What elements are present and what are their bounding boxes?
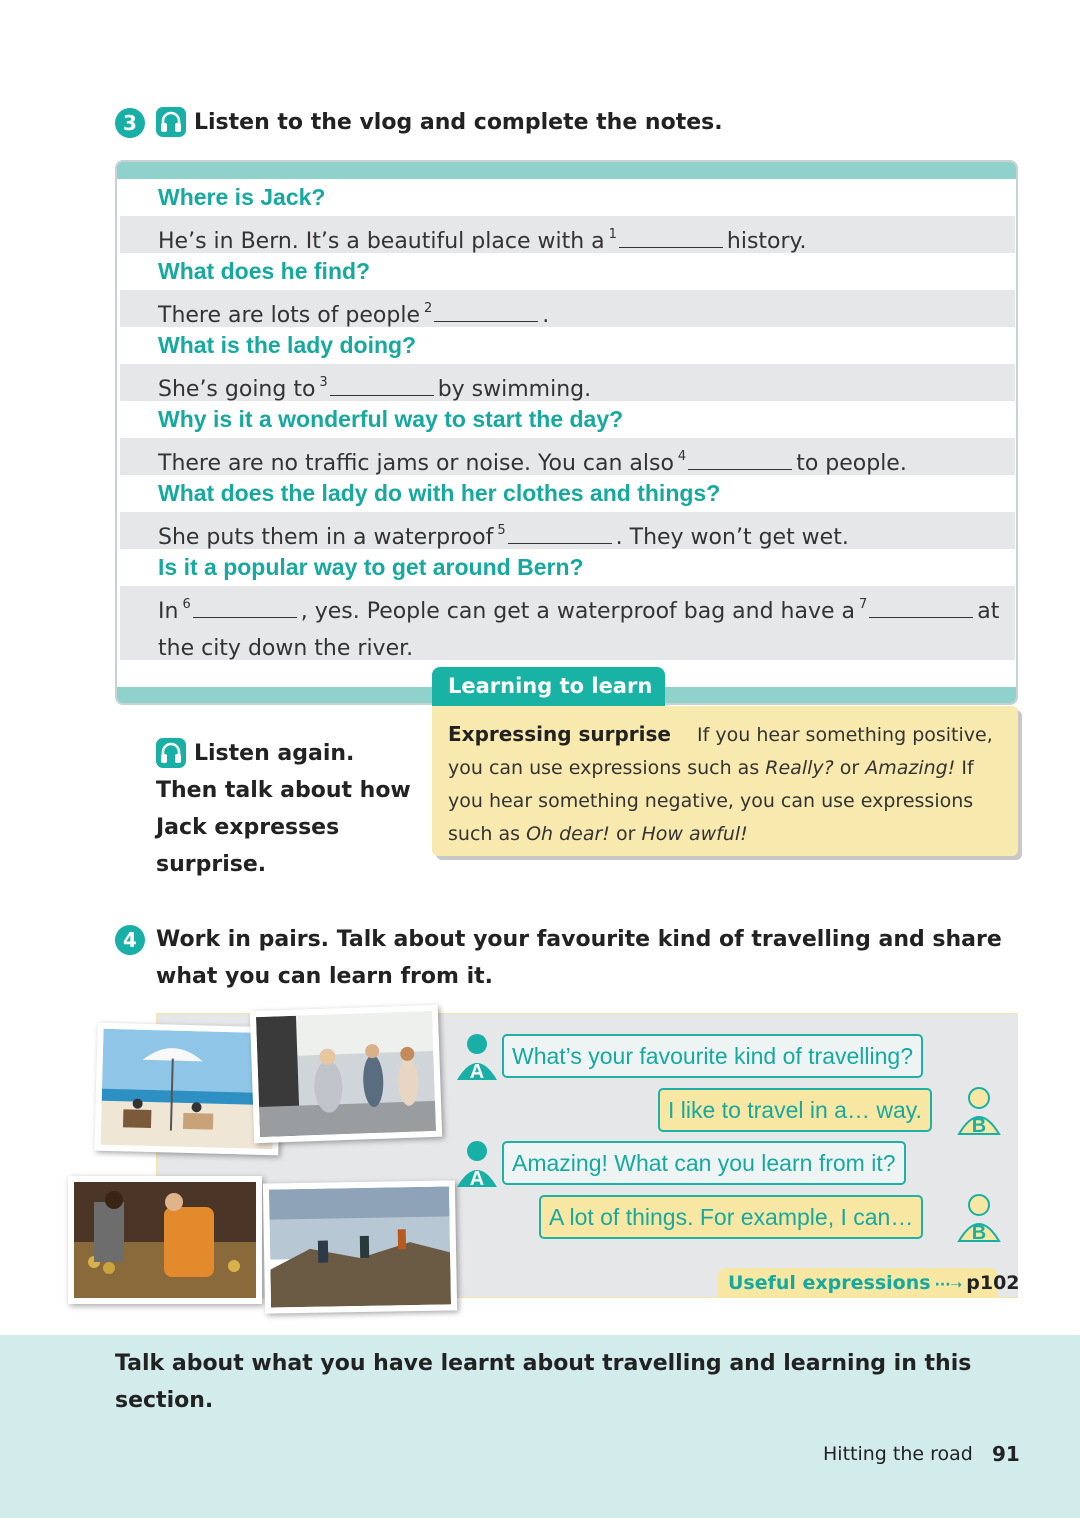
answer-text: by swimming. (437, 377, 592, 402)
tip-example: Amazing! (865, 757, 956, 779)
answer-text: There are lots of people (158, 303, 421, 328)
tip-title: Expressing surprise (448, 722, 671, 746)
exercise-4-instruction: Work in pairs. Talk about your favourite kind of travelling and share what you can learn from it. (156, 927, 1002, 989)
tip-text: If you hear something positive, you can use expressions such as (448, 724, 993, 779)
blank-field[interactable] (688, 450, 792, 470)
answer-2 (120, 290, 1015, 327)
tip-text: or (615, 823, 636, 845)
tip-text: If you hear something negative, you can use expressions such as (448, 757, 974, 845)
question-3: What is the lady doing? (158, 332, 417, 358)
dialogue-line-2: I like to travel in a… way. (658, 1088, 932, 1132)
speaker-b-icon (957, 1193, 1001, 1245)
blank-number: 4 (677, 449, 687, 464)
blank-number: 5 (497, 523, 506, 538)
blank-field[interactable] (330, 376, 434, 396)
answer-4 (120, 438, 1015, 475)
dialogue-line-4: A lot of things. For example, I can… (539, 1195, 923, 1239)
answer-6 (120, 586, 1015, 660)
svg-text:B: B (971, 1115, 987, 1137)
photo-street (250, 1005, 442, 1143)
question-2: What does he find? (158, 258, 371, 284)
answer-text: history. (726, 229, 807, 254)
svg-text:A: A (469, 1061, 485, 1083)
blank-number: 3 (319, 375, 328, 390)
speaker-b-icon (957, 1086, 1001, 1138)
answer-text: He’s in Bern. It’s a beautiful place with a (158, 229, 605, 254)
tip-text: or (839, 757, 860, 779)
notes-top-bar (117, 162, 1016, 179)
blank-field[interactable] (869, 598, 973, 618)
answer-text: at (977, 599, 1000, 624)
useful-expressions-label: Useful expressions (728, 1272, 931, 1294)
reflection-text: Talk about what you have learnt about travelling and learning in this section. (115, 1351, 972, 1413)
useful-expressions-link[interactable] (718, 1268, 1020, 1298)
answer-text: to people. (796, 451, 907, 476)
tip-example: How awful! (641, 823, 748, 845)
question-4: Why is it a wonderful way to start the day? (158, 406, 624, 432)
blank-number: 6 (182, 597, 191, 612)
dialogue-line-1: What’s your favourite kind of travelling? (502, 1034, 923, 1078)
answer-text: She’s going to (158, 377, 316, 402)
blank-field[interactable] (434, 302, 538, 322)
notes-box (115, 160, 1018, 705)
exercise-number-4: 4 (115, 925, 145, 955)
useful-expressions-page: p102 (966, 1272, 1020, 1294)
photo-hiking (263, 1180, 457, 1313)
answer-text: . (542, 303, 550, 328)
question-6: Is it a popular way to get around Bern? (158, 554, 584, 580)
listen-again-instruction: Listen again. Then talk about how Jack expresses surprise. (156, 741, 411, 877)
blank-number: 1 (608, 227, 617, 242)
blank-field[interactable] (193, 598, 297, 618)
svg-text:B: B (971, 1222, 987, 1244)
tip-example: Really? (765, 757, 834, 779)
answer-text: . They won’t get wet. (615, 525, 849, 550)
speaker-a-icon (455, 1032, 499, 1084)
speaker-a-icon (455, 1139, 499, 1191)
headphones-icon (156, 107, 186, 137)
answer-5 (120, 512, 1015, 549)
answer-text: In (158, 599, 179, 624)
blank-number: 7 (859, 597, 868, 612)
learning-to-learn-box (432, 706, 1018, 856)
answer-text: the city down the river. (158, 636, 414, 661)
answer-text: There are no traffic jams or noise. You can also (158, 451, 674, 476)
exercise-number-3: 3 (115, 108, 145, 138)
footer-title: Hitting the road (823, 1443, 973, 1465)
photo-market (68, 1176, 262, 1304)
learning-to-learn-tab: Learning to learn (432, 667, 665, 707)
answer-text: , yes. People can get a waterproof bag and have a (300, 599, 856, 624)
question-1: Where is Jack? (158, 184, 326, 210)
question-5: What does the lady do with her clothes and things? (158, 480, 721, 506)
page-number: 91 (992, 1442, 1020, 1466)
exercise-3-instruction: Listen to the vlog and complete the notes. (194, 110, 723, 135)
blank-number: 2 (424, 301, 433, 316)
arrow-icon: ···➝ (934, 1277, 963, 1293)
answer-1 (120, 216, 1015, 253)
blank-field[interactable] (508, 524, 612, 544)
answer-3 (120, 364, 1015, 401)
blank-field[interactable] (619, 228, 723, 248)
dialogue-line-3: Amazing! What can you learn from it? (502, 1141, 906, 1185)
answer-text: She puts them in a waterproof (158, 525, 494, 550)
tip-example: Oh dear! (526, 823, 610, 845)
svg-text:A: A (469, 1168, 485, 1190)
